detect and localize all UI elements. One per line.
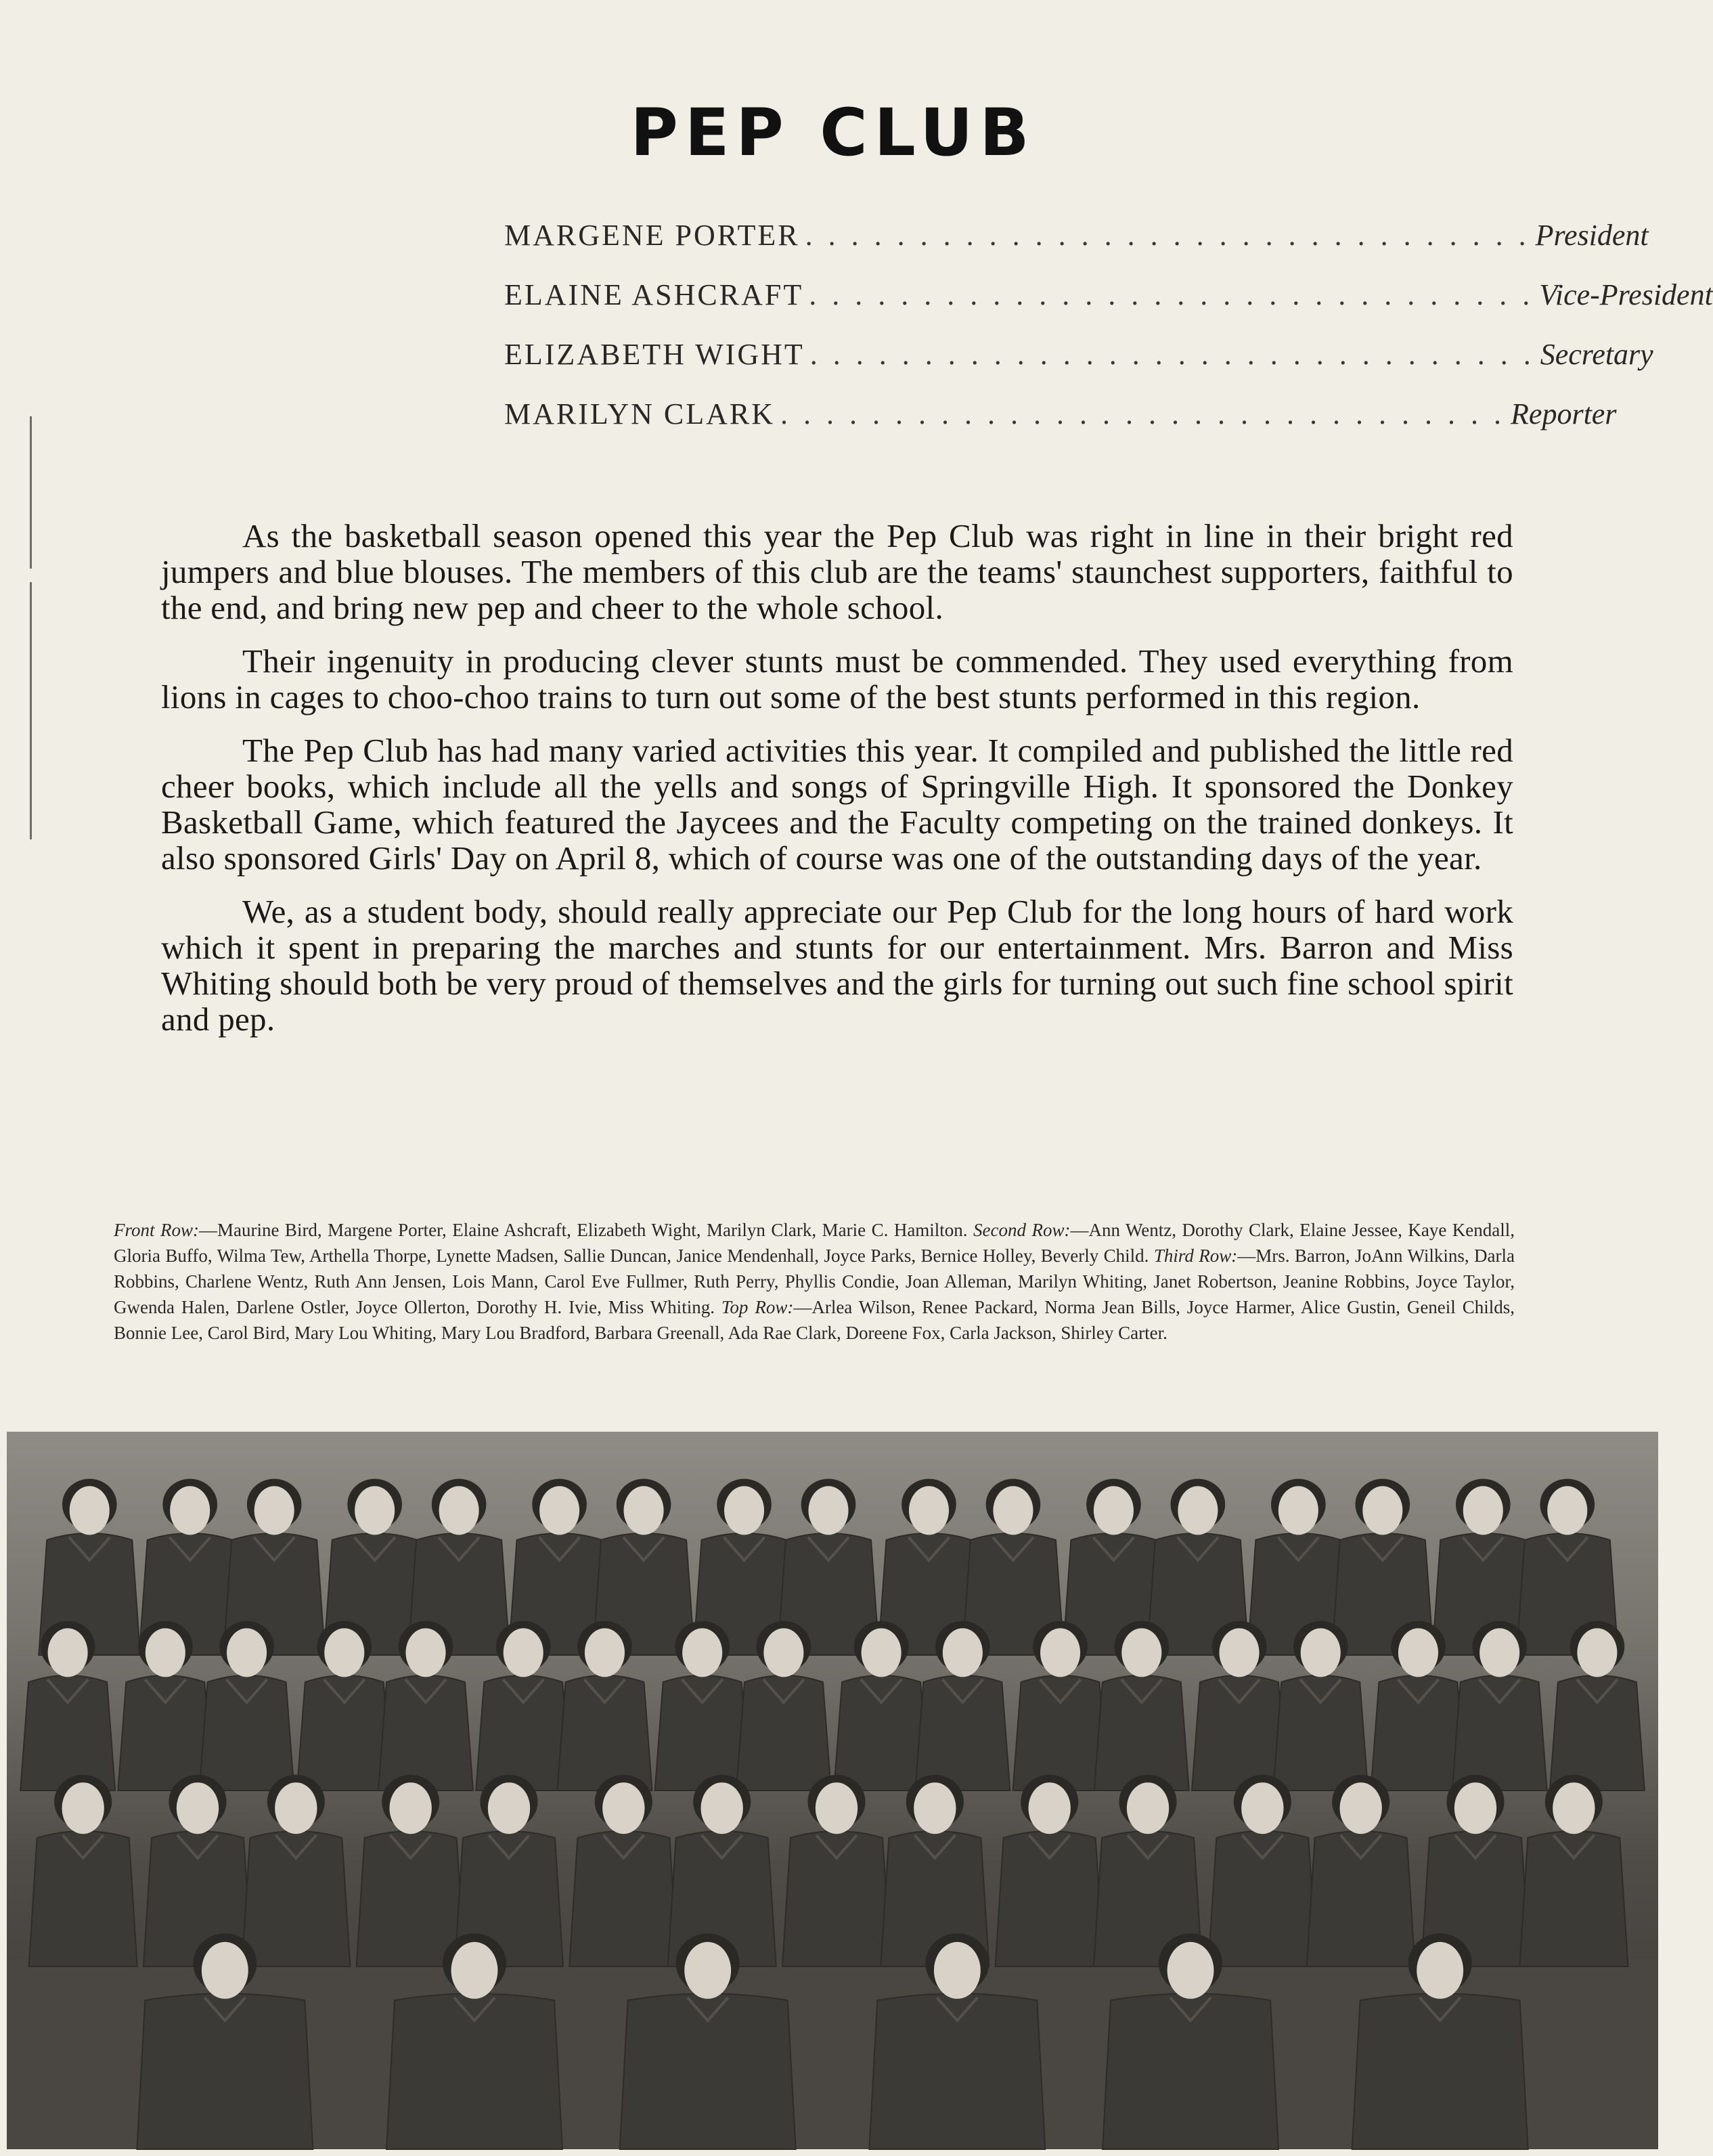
member-face bbox=[1241, 1782, 1283, 1834]
officer-role: Reporter bbox=[1511, 397, 1617, 431]
member-face bbox=[1301, 1628, 1341, 1677]
member-uniform bbox=[200, 1675, 294, 1790]
member-uniform bbox=[782, 1831, 891, 1966]
club-member bbox=[569, 1775, 677, 1966]
member-uniform bbox=[834, 1675, 929, 1790]
member-face bbox=[1278, 1486, 1318, 1535]
caption-row-label: Second Row: bbox=[973, 1220, 1071, 1240]
member-uniform bbox=[20, 1675, 115, 1790]
member-uniform bbox=[118, 1675, 213, 1790]
member-face bbox=[862, 1628, 902, 1677]
member-face bbox=[763, 1628, 803, 1677]
member-face bbox=[48, 1628, 88, 1677]
leader-dots: . . . . . . . . . . . . . . . . . . . . . . . . . . . . . . . . bbox=[809, 338, 1535, 371]
member-face bbox=[146, 1628, 185, 1677]
article-paragraph: The Pep Club has had many varied activities this year. It compiled and published the little red cheer books, which include all the yells and songs of Springville High. It sponsored the Donkey Basketball Game, which featured the Jaycees and the Faculty competing on the trained donkeys. It also sponsored Girls' Day on April 8, which of course was one of the outstanding days of the year. bbox=[161, 732, 1513, 877]
member-uniform bbox=[1192, 1675, 1287, 1790]
member-face bbox=[1553, 1782, 1595, 1834]
member-uniform bbox=[915, 1675, 1010, 1790]
member-face bbox=[355, 1486, 395, 1535]
member-uniform bbox=[1550, 1675, 1645, 1790]
member-uniform bbox=[1094, 1675, 1189, 1790]
officer-name: MARILYN CLARK bbox=[504, 397, 776, 431]
article-paragraph: Their ingenuity in producing clever stunts must be commended. They used everything from lions in cages to choo-choo trains to turn out some of the best stunts performed in this region. bbox=[161, 642, 1513, 716]
member-uniform bbox=[1208, 1831, 1316, 1966]
officer-name: ELIZABETH WIGHT bbox=[504, 338, 805, 371]
binding-mark-lower bbox=[30, 582, 32, 839]
leader-dots: . . . . . . . . . . . . . . . . . . . . . . . . . . . . . . . . bbox=[809, 278, 1534, 311]
member-uniform bbox=[1103, 1994, 1278, 2149]
member-face bbox=[1463, 1486, 1503, 1535]
member-face bbox=[682, 1628, 722, 1677]
officer-role: President bbox=[1535, 219, 1649, 252]
member-face bbox=[254, 1486, 294, 1535]
member-face bbox=[504, 1628, 543, 1677]
member-face bbox=[993, 1486, 1033, 1535]
member-face bbox=[1577, 1628, 1617, 1677]
group-photo bbox=[7, 1432, 1658, 2149]
member-face bbox=[1398, 1628, 1438, 1677]
member-face bbox=[816, 1782, 858, 1834]
binding-mark-upper bbox=[30, 416, 32, 569]
member-uniform bbox=[736, 1675, 831, 1790]
member-uniform bbox=[1273, 1675, 1368, 1790]
member-uniform bbox=[297, 1675, 392, 1790]
officer-name: ELAINE ASHCRAFT bbox=[504, 278, 804, 311]
member-uniform bbox=[386, 1994, 562, 2149]
club-member bbox=[1208, 1775, 1316, 1966]
member-uniform bbox=[137, 1994, 313, 2149]
caption-row-label: Front Row: bbox=[114, 1220, 199, 1240]
officer-row bbox=[504, 397, 1617, 456]
member-face bbox=[808, 1486, 848, 1535]
member-uniform bbox=[1307, 1831, 1415, 1966]
member-uniform bbox=[29, 1831, 137, 1966]
member-face bbox=[701, 1782, 743, 1834]
member-uniform bbox=[476, 1675, 571, 1790]
member-face bbox=[539, 1486, 579, 1535]
member-face bbox=[1040, 1628, 1080, 1677]
club-member bbox=[242, 1775, 350, 1966]
member-face bbox=[1417, 1942, 1463, 1999]
member-face bbox=[1454, 1782, 1496, 1834]
caption-names: —Mrs. Barron, JoAnn Wilkins, Darla Robbins, Charlene Wentz, Ruth Ann Jensen, Lois Mann, Carol Eve Fullmer, Ruth Perry, Phyllis Condie, Joan Alleman, Marilyn Whiting, Janet Robertson, Jeanine Robbins, Joyce Taylor, Gwenda Halen, Darlene Ostler, Joyce Ollerton, Dorothy H. Ivie, Miss Whiting. bbox=[114, 1246, 1515, 1317]
member-face bbox=[1167, 1942, 1214, 1999]
caption-names: —Ann Wentz, Dorothy Clark, Elaine Jessee, Kaye Kendall, Gloria Buffo, Wilma Tew, Arthella Thorpe, Lynette Madsen, Sallie Duncan, Janice Mendenhall, Joyce Parks, Bernice Holley, Beverly Child. bbox=[114, 1220, 1515, 1266]
member-face bbox=[70, 1486, 110, 1535]
caption-names: —Maurine Bird, Margene Porter, Elaine Ashcraft, Elizabeth Wight, Marilyn Clark, Marie C. Hamilton. bbox=[198, 1220, 968, 1240]
caption-row-label: Top Row: bbox=[721, 1297, 794, 1317]
member-uniform bbox=[1519, 1831, 1628, 1966]
photo-caption bbox=[114, 1217, 1515, 1346]
member-uniform bbox=[869, 1994, 1045, 2149]
member-face bbox=[1121, 1628, 1161, 1677]
member-face bbox=[1178, 1486, 1218, 1535]
member-face bbox=[1127, 1782, 1169, 1834]
member-face bbox=[1362, 1486, 1402, 1535]
member-face bbox=[488, 1782, 530, 1834]
club-member bbox=[782, 1775, 891, 1966]
member-uniform bbox=[1013, 1675, 1108, 1790]
leader-dots: . . . . . . . . . . . . . . . . . . . . . . . . . . . . . . . . bbox=[805, 219, 1530, 252]
member-face bbox=[724, 1486, 764, 1535]
member-face bbox=[170, 1486, 210, 1535]
member-face bbox=[684, 1942, 731, 1999]
officer-role: Vice-President bbox=[1539, 278, 1713, 311]
group-photo-illustration bbox=[7, 1432, 1658, 2149]
caption-names: —Arlea Wilson, Renee Packard, Norma Jean Bills, Joyce Harmer, Alice Gustin, Geneil Childs, Bonnie Lee, Carol Bird, Mary Lou Whiting, Mary Lou Bradford, Barbara Greenall, Ada Rae Clark, Doreene Fox, Carla Jackson, Shirley Carter. bbox=[114, 1297, 1515, 1343]
officer-role: Secretary bbox=[1540, 338, 1653, 371]
member-face bbox=[1480, 1628, 1519, 1677]
member-face bbox=[1094, 1486, 1134, 1535]
member-uniform bbox=[378, 1675, 473, 1790]
member-uniform bbox=[655, 1675, 750, 1790]
member-uniform bbox=[242, 1831, 350, 1966]
member-face bbox=[324, 1628, 364, 1677]
club-member bbox=[1307, 1775, 1415, 1966]
member-face bbox=[585, 1628, 625, 1677]
club-member bbox=[357, 1775, 465, 1966]
member-face bbox=[177, 1782, 219, 1834]
member-face bbox=[943, 1628, 983, 1677]
officer-row bbox=[504, 278, 1713, 337]
officer-name: MARGENE PORTER bbox=[504, 219, 800, 252]
member-uniform bbox=[1371, 1675, 1465, 1790]
member-face bbox=[390, 1782, 432, 1834]
member-uniform bbox=[996, 1831, 1104, 1966]
officers-list bbox=[504, 218, 1713, 456]
member-face bbox=[439, 1486, 479, 1535]
member-uniform bbox=[620, 1994, 796, 2149]
member-face bbox=[624, 1486, 664, 1535]
member-uniform bbox=[1352, 1994, 1528, 2149]
member-face bbox=[934, 1942, 981, 1999]
article-paragraph: We, as a student body, should really appreciate our Pep Club for the long hours of hard work which it spent in preparing the marches and stunts for our entertainment. Mrs. Barron and Miss Whiting should both be very proud of themselves and the girls for turning out such fine school spirit and pep. bbox=[161, 893, 1513, 1038]
leader-dots: . . . . . . . . . . . . . . . . . . . . . . . . . . . . . . . . bbox=[780, 397, 1506, 431]
member-face bbox=[602, 1782, 644, 1834]
article-body bbox=[161, 518, 1513, 1055]
member-face bbox=[275, 1782, 317, 1834]
member-uniform bbox=[569, 1831, 677, 1966]
member-face bbox=[202, 1942, 248, 1999]
caption-row-label: Third Row: bbox=[1153, 1246, 1238, 1266]
page-title: PEP CLUB bbox=[630, 95, 1036, 171]
club-member bbox=[29, 1775, 137, 1966]
member-face bbox=[914, 1782, 956, 1834]
member-face bbox=[227, 1628, 267, 1677]
officer-row bbox=[504, 337, 1653, 397]
officer-row bbox=[504, 218, 1649, 278]
member-face bbox=[451, 1942, 498, 1999]
member-uniform bbox=[557, 1675, 652, 1790]
member-face bbox=[1219, 1628, 1259, 1677]
article-paragraph: As the basketball season opened this year the Pep Club was right in line in their bright red jumpers and blue blouses. The members of this club are the teams' staunchest supporters, faithful to the end, and bring new pep and cheer to the whole school. bbox=[161, 517, 1513, 626]
club-member bbox=[1519, 1775, 1628, 1966]
member-uniform bbox=[1452, 1675, 1547, 1790]
member-face bbox=[405, 1628, 445, 1677]
club-member bbox=[996, 1775, 1104, 1966]
member-face bbox=[1029, 1782, 1071, 1834]
member-face bbox=[909, 1486, 949, 1535]
member-face bbox=[62, 1782, 104, 1834]
member-face bbox=[1340, 1782, 1382, 1834]
member-face bbox=[1547, 1486, 1587, 1535]
